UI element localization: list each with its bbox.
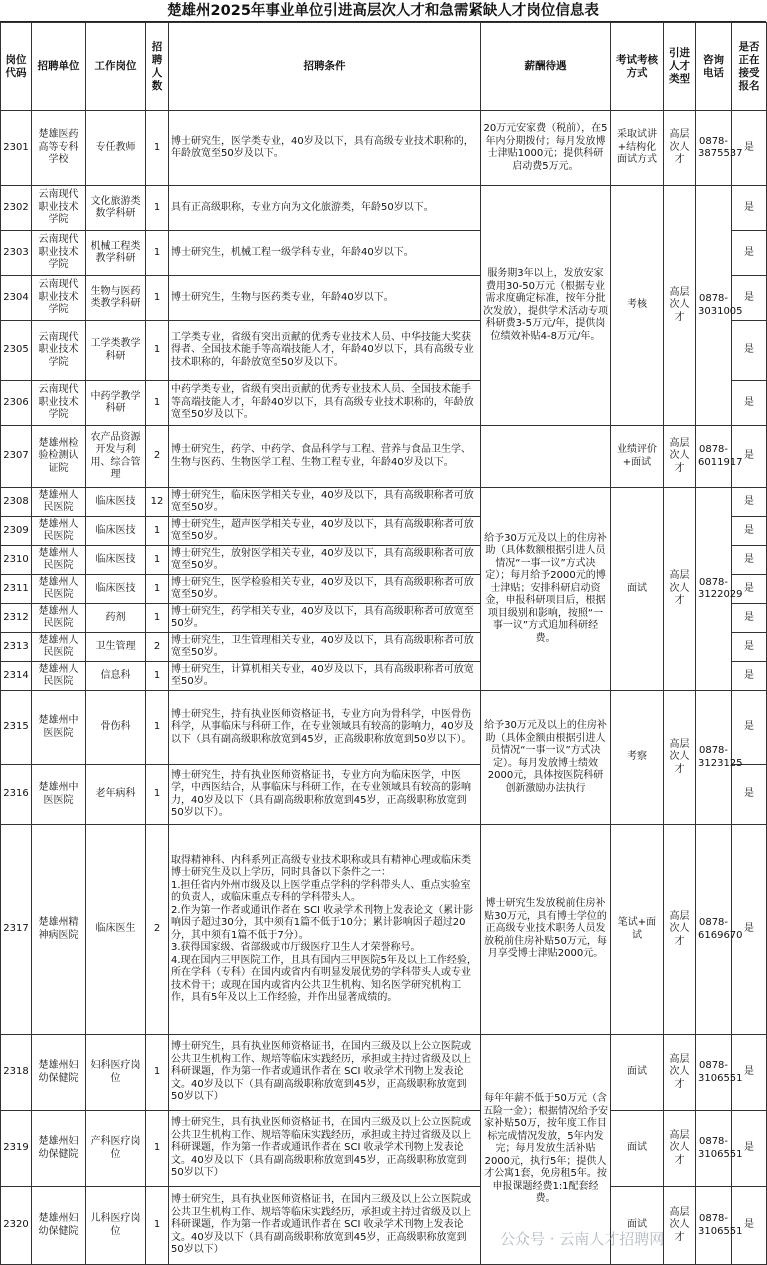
cell-unit: 楚雄州中医医院 <box>32 765 86 825</box>
cell-requirements: 博士研究生，机械工程一级学科专业，年龄40岁以下。 <box>169 231 481 276</box>
cell-requirements: 博士研究生，具有执业医师资格证书，在国内三级及以上公立医院或公共卫生机构工作、规培等临床实践经历，承担或主持过省级及以上科研课题，作为第一作者或通讯作者在 SCI 收录学术刊物上发表论文。40岁及以下（具有副高级职称放宽到45岁，正高级职称放宽到50岁以下） <box>169 1187 481 1265</box>
page-title: 楚雄州2025年事业单位引进高层次人才和急需紧缺人才岗位信息表 <box>0 0 766 22</box>
header-row <box>1 23 767 111</box>
cell-count: 1 <box>146 691 169 765</box>
cell-accept: 是 <box>732 1111 767 1187</box>
watermark: 公众号 · 云南人才招聘网 <box>500 1230 665 1248</box>
cell-exam: 业绩评价+面试 <box>611 426 664 488</box>
header-exam: 考试考核方式 <box>611 23 664 111</box>
cell-code: 2317 <box>1 825 32 1035</box>
header-salary: 薪酬待遇 <box>481 23 611 111</box>
cell-requirements: 博士研究生，生物与医药类专业，年龄40岁以下。 <box>169 276 481 321</box>
cell-exam: 采取试讲+结构化面试方式 <box>611 111 664 186</box>
cell-code: 2313 <box>1 633 32 662</box>
cell-accept: 是 <box>732 1187 767 1265</box>
cell-unit: 云南现代职业技术学院 <box>32 231 86 276</box>
header-type: 引进人才类型 <box>664 23 696 111</box>
positions-table <box>0 22 767 1265</box>
cell-accept: 是 <box>732 321 767 381</box>
cell-accept: 是 <box>732 1035 767 1111</box>
cell-accept: 是 <box>732 381 767 426</box>
cell-unit: 云南现代职业技术学院 <box>32 321 86 381</box>
cell-code: 2315 <box>1 691 32 765</box>
cell-unit: 楚雄州检验检测认证院 <box>32 426 86 488</box>
cell-phone: 0878-3031005 <box>696 186 732 426</box>
table-row <box>1 1035 767 1111</box>
cell-accept: 是 <box>732 691 767 765</box>
cell-count: 1 <box>146 276 169 321</box>
req-line: 取得精神科、内科系列正高级专业技术职称或具有精神心理或临床类博士研究生及以上学历，同时具备以下条件之一： <box>171 854 471 878</box>
cell-position: 中药学教学科研 <box>86 381 146 426</box>
cell-salary <box>481 426 611 488</box>
cell-count: 1 <box>146 575 169 604</box>
header-position: 工作岗位 <box>86 23 146 111</box>
cell-phone: 0878-3106551 <box>696 1187 732 1265</box>
header-unit: 招聘单位 <box>32 23 86 111</box>
cell-code: 2312 <box>1 604 32 633</box>
cell-unit: 楚雄州精神病医院 <box>32 825 86 1035</box>
cell-accept: 是 <box>732 231 767 276</box>
cell-exam: 面试 <box>611 488 664 691</box>
cell-requirements: 博士研究生，超声医学相关专业，40岁及以下，具有高级职称者可放宽至50岁。 <box>169 517 481 546</box>
cell-unit: 楚雄州人民医院 <box>32 575 86 604</box>
cell-requirements: 博士研究生，具有执业医师资格证书，在国内三级及以上公立医院或公共卫生机构工作、规培等临床实践经历，承担或主持过省级及以上科研课题，作为第一作者或通讯作者在 SCI 收录学术刊物上发表论文。40岁及以下（具有副高级职称放宽到45岁，正高级职称放宽到50岁以下） <box>169 1111 481 1187</box>
cell-count: 2 <box>146 426 169 488</box>
cell-requirements: 中药学类专业，省级有突出贡献的优秀专业技术人员、全国技术能手等高端技能人才，年龄40岁以下，具有高级专业技术职称的，年龄放宽至50岁及以下。 <box>169 381 481 426</box>
cell-unit: 楚雄州人民医院 <box>32 604 86 633</box>
cell-code: 2309 <box>1 517 32 546</box>
cell-accept: 是 <box>732 426 767 488</box>
cell-code: 2303 <box>1 231 32 276</box>
cell-requirements: 博士研究生，卫生管理相关专业，40岁及以下，具有高级职称者可放宽至50岁。 <box>169 633 481 662</box>
cell-position: 产科医疗岗位 <box>86 1111 146 1187</box>
cell-type: 高层次人才 <box>664 1187 696 1265</box>
cell-type: 高层次人才 <box>664 488 696 691</box>
req-line: 2.作为第一作者或通讯作者在 SCI 收录学术刊物上发表论文（累计影响因子超过30分，其中须有1篇不低于10分；累计影响因子超过20分，其中须有1篇不低于7分）。 <box>171 904 474 941</box>
cell-type: 高层次人才 <box>664 111 696 186</box>
cell-requirements: 博士研究生，医学类专业，40岁及以下，具有高级专业技术职称的，年龄放宽至50岁及以下。 <box>169 111 481 186</box>
cell-count: 1 <box>146 321 169 381</box>
cell-phone: 0878-3875537 <box>696 111 732 186</box>
cell-code: 2306 <box>1 381 32 426</box>
cell-type: 高层次人才 <box>664 825 696 1035</box>
table-row <box>1 825 767 1035</box>
cell-unit: 楚雄州人民医院 <box>32 517 86 546</box>
cell-exam: 考核 <box>611 186 664 426</box>
cell-salary: 20万元安家费（税前），在5年内分期拨付；每月发放博士津贴1000元；提供科研启动费5万元。 <box>481 111 611 186</box>
cell-phone: 0878-3122029 <box>696 488 732 691</box>
cell-unit: 楚雄州人民医院 <box>32 546 86 575</box>
cell-accept: 是 <box>732 546 767 575</box>
cell-accept: 是 <box>732 488 767 517</box>
cell-phone: 0878-3106551 <box>696 1111 732 1187</box>
cell-requirements: 具有正高级职称，专业方向为文化旅游类，年龄50岁以下。 <box>169 186 481 231</box>
header-code: 岗位代码 <box>1 23 32 111</box>
cell-position: 老年病科 <box>86 765 146 825</box>
table-row <box>1 426 767 488</box>
cell-code: 2305 <box>1 321 32 381</box>
cell-accept: 是 <box>732 604 767 633</box>
cell-count: 1 <box>146 381 169 426</box>
cell-count: 1 <box>146 1035 169 1111</box>
cell-accept: 是 <box>732 186 767 231</box>
cell-position: 机械工程类教学科研 <box>86 231 146 276</box>
table-row <box>1 186 767 231</box>
cell-position: 儿科医疗岗位 <box>86 1187 146 1265</box>
cell-type: 高层次人才 <box>664 691 696 825</box>
cell-code: 2311 <box>1 575 32 604</box>
cell-requirements: 博士研究生，临床医学相关专业，40岁及以下，具有高级职称者可放宽至50岁。 <box>169 488 481 517</box>
cell-unit: 楚雄州妇幼保健院 <box>32 1111 86 1187</box>
table-row <box>1 1187 767 1265</box>
cell-count: 2 <box>146 633 169 662</box>
cell-count: 12 <box>146 488 169 517</box>
cell-unit: 楚雄州人民医院 <box>32 662 86 691</box>
cell-requirements: 工学类专业，省级有突出贡献的优秀专业技术人员、中华技能大奖获得者、全国技术能手等高端技能人才，年龄40岁以下，具有高级专业技术职称的，年龄放宽至50岁及以下。 <box>169 321 481 381</box>
cell-unit: 楚雄州妇幼保健院 <box>32 1035 86 1111</box>
cell-type: 高层次人才 <box>664 186 696 426</box>
cell-position: 妇科医疗岗位 <box>86 1035 146 1111</box>
cell-requirements: 博士研究生，具有执业医师资格证书，在国内三级及以上公立医院或公共卫生机构工作、规培等临床实践经历，承担或主持过省级及以上科研课题，作为第一作者或通讯作者在 SCI 收录学术刊物上发表论文。40岁及以下（具有副高级职称放宽到45岁，正高级职称放宽到50岁以下） <box>169 1035 481 1111</box>
cell-position: 药剂 <box>86 604 146 633</box>
table-row <box>1 1111 767 1187</box>
header-accept: 是否正在接受报名 <box>732 23 767 111</box>
table-row <box>1 488 767 517</box>
cell-requirements: 博士研究生，计算机相关专业，40岁及以下，具有高级职称者可放宽至50岁。 <box>169 662 481 691</box>
cell-position: 临床医技 <box>86 575 146 604</box>
cell-count: 1 <box>146 765 169 825</box>
cell-code: 2319 <box>1 1111 32 1187</box>
header-requirements: 招聘条件 <box>169 23 481 111</box>
cell-count: 1 <box>146 517 169 546</box>
cell-requirements: 博士研究生，持有执业医师资格证书，专业方向为临床医学，中医学，中西医结合，从事临床与科研工作，在专业领域具有较高的影响力，40岁及以下（具有副高级职称放宽到45岁，正高级职称放宽到50岁以下）。 <box>169 765 481 825</box>
cell-count: 1 <box>146 186 169 231</box>
table-row <box>1 691 767 765</box>
cell-unit: 云南现代职业技术学院 <box>32 381 86 426</box>
cell-requirements <box>169 825 481 1035</box>
cell-requirements: 博士研究生，药学相关专业，40岁及以下，具有高级职称者可放宽至50岁。 <box>169 604 481 633</box>
cell-type: 高层次人才 <box>664 426 696 488</box>
cell-salary: 每年年薪不低于50万元（含五险一金）；根据情况给予安家补贴50万，按年度工作目标完成情况发放，5年内发完；每月发放生活补贴2000元，执行5年；提供人才公寓1套，免房租5年。按申报课题经费1:1配套经费。 <box>481 1035 611 1265</box>
cell-count: 1 <box>146 111 169 186</box>
cell-count: 1 <box>146 662 169 691</box>
cell-code: 2308 <box>1 488 32 517</box>
cell-exam: 考察 <box>611 691 664 825</box>
cell-position: 生物与医药类教学科研 <box>86 276 146 321</box>
cell-unit: 楚雄州人民医院 <box>32 488 86 517</box>
cell-accept: 是 <box>732 825 767 1035</box>
cell-type: 高层次人才 <box>664 1035 696 1111</box>
cell-code: 2314 <box>1 662 32 691</box>
cell-count: 1 <box>146 604 169 633</box>
cell-count: 2 <box>146 825 169 1035</box>
cell-phone: 0878-3106551 <box>696 1035 732 1111</box>
cell-accept: 是 <box>732 111 767 186</box>
cell-code: 2304 <box>1 276 32 321</box>
cell-salary: 博士研究生发放税前住房补贴30万元，具有博士学位的正高级专业技术职务人员发放税前住房补贴50万元，每月享受博士津贴2000元。 <box>481 825 611 1035</box>
cell-position: 临床医生 <box>86 825 146 1035</box>
cell-exam: 笔试+面试 <box>611 825 664 1035</box>
cell-position: 专任教师 <box>86 111 146 186</box>
cell-code: 2301 <box>1 111 32 186</box>
cell-type: 高层次人才 <box>664 1111 696 1187</box>
cell-code: 2302 <box>1 186 32 231</box>
cell-position: 信息科 <box>86 662 146 691</box>
cell-code: 2310 <box>1 546 32 575</box>
cell-accept: 是 <box>732 633 767 662</box>
cell-position: 卫生管理 <box>86 633 146 662</box>
cell-position: 工学类教学科研 <box>86 321 146 381</box>
cell-accept: 是 <box>732 517 767 546</box>
cell-count: 1 <box>146 546 169 575</box>
cell-unit: 楚雄州中医医院 <box>32 691 86 765</box>
cell-requirements: 博士研究生，放射医学相关专业，40岁及以下，具有高级职称者可放宽至50岁。 <box>169 546 481 575</box>
cell-salary: 给予30万元及以上的住房补助（具体数额根据引进人员情况“一事一议”方式决定）；每月给予2000元的博士津贴；安排科研启动资金，申报科研项目后，根据项目级别和影响，按照“一事一议”方式追加科研经费。 <box>481 488 611 691</box>
cell-count: 1 <box>146 1187 169 1265</box>
req-line: 3.获得国家级、省部级或市厅级医疗卫生人才荣誉称号。 <box>171 942 421 953</box>
cell-exam: 面试 <box>611 1035 664 1111</box>
cell-requirements: 博士研究生，药学、中药学、食品科学与工程、营养与食品卫生学、生物与医药、生物医学工程、生物工程专业，年龄40岁及以下。 <box>169 426 481 488</box>
cell-accept: 是 <box>732 276 767 321</box>
cell-code: 2307 <box>1 426 32 488</box>
table-row <box>1 111 767 186</box>
cell-position: 临床医技 <box>86 488 146 517</box>
cell-unit: 楚雄州妇幼保健院 <box>32 1187 86 1265</box>
cell-unit: 楚雄医药高等专科学校 <box>32 111 86 186</box>
cell-count: 1 <box>146 231 169 276</box>
cell-requirements: 博士研究生，持有执业医师资格证书，专业方向为骨科学，中医骨伤科学，从事临床与科研工作，在专业领域具有较高的影响力，40岁及以下（具有副高级职称放宽到45岁，正高级职称放宽到50岁以下）。 <box>169 691 481 765</box>
cell-position: 临床医技 <box>86 546 146 575</box>
cell-count: 1 <box>146 1111 169 1187</box>
cell-code: 2320 <box>1 1187 32 1265</box>
cell-phone: 0878-6011917 <box>696 426 732 488</box>
cell-accept: 是 <box>732 575 767 604</box>
cell-salary: 服务期3年以上，发放安家费用30-50万元（根据专业需求度确定标准，按年分批次发放），提供学术活动专项科研费3-5万元/年，提供岗位绩效补贴4-8万元/年。 <box>481 186 611 426</box>
cell-position: 临床医技 <box>86 517 146 546</box>
cell-phone: 0878-6169670 <box>696 825 732 1035</box>
cell-position: 文化旅游类数学科研 <box>86 186 146 231</box>
cell-position: 农产品资源开发与利用、综合管理 <box>86 426 146 488</box>
header-phone: 咨询电话 <box>696 23 732 111</box>
header-count: 招聘人数 <box>146 23 169 111</box>
cell-position: 骨伤科 <box>86 691 146 765</box>
req-line: 4.现在国内三甲医院工作，且具有国内三甲医院5年及以上工作经验，所在学科（专科）在国内或省内有明显发展优势的学科带头人或专业技术骨干；或现在国内或省内公共卫生机构、知名医学研究机构工作，具有5年及以上工作经验，并作出显著成绩的。 <box>171 954 477 1003</box>
cell-accept: 是 <box>732 765 767 825</box>
cell-exam: 面试 <box>611 1187 664 1265</box>
cell-salary: 给予30万元及以上的住房补助（具体金额由根据引进人员情况“一事一议”方式决定）。每月发放博士绩效2000元，具体按医院科研创新激励办法执行 <box>481 691 611 825</box>
cell-exam: 面试 <box>611 1111 664 1187</box>
cell-code: 2318 <box>1 1035 32 1111</box>
cell-phone: 0878-3123125 <box>696 691 732 825</box>
cell-accept: 是 <box>732 662 767 691</box>
cell-unit: 云南现代职业技术学院 <box>32 186 86 231</box>
cell-unit: 云南现代职业技术学院 <box>32 276 86 321</box>
cell-unit: 楚雄州人民医院 <box>32 633 86 662</box>
cell-code: 2316 <box>1 765 32 825</box>
req-line: 1.担任省内外州市级及以上医学重点学科的学科带头人、重点实验室的负责人，或临床重点专科的学科带头人。 <box>171 879 471 903</box>
cell-requirements: 博士研究生，医学检验相关专业，40岁及以下，具有高级职称者可放宽至50岁。 <box>169 575 481 604</box>
